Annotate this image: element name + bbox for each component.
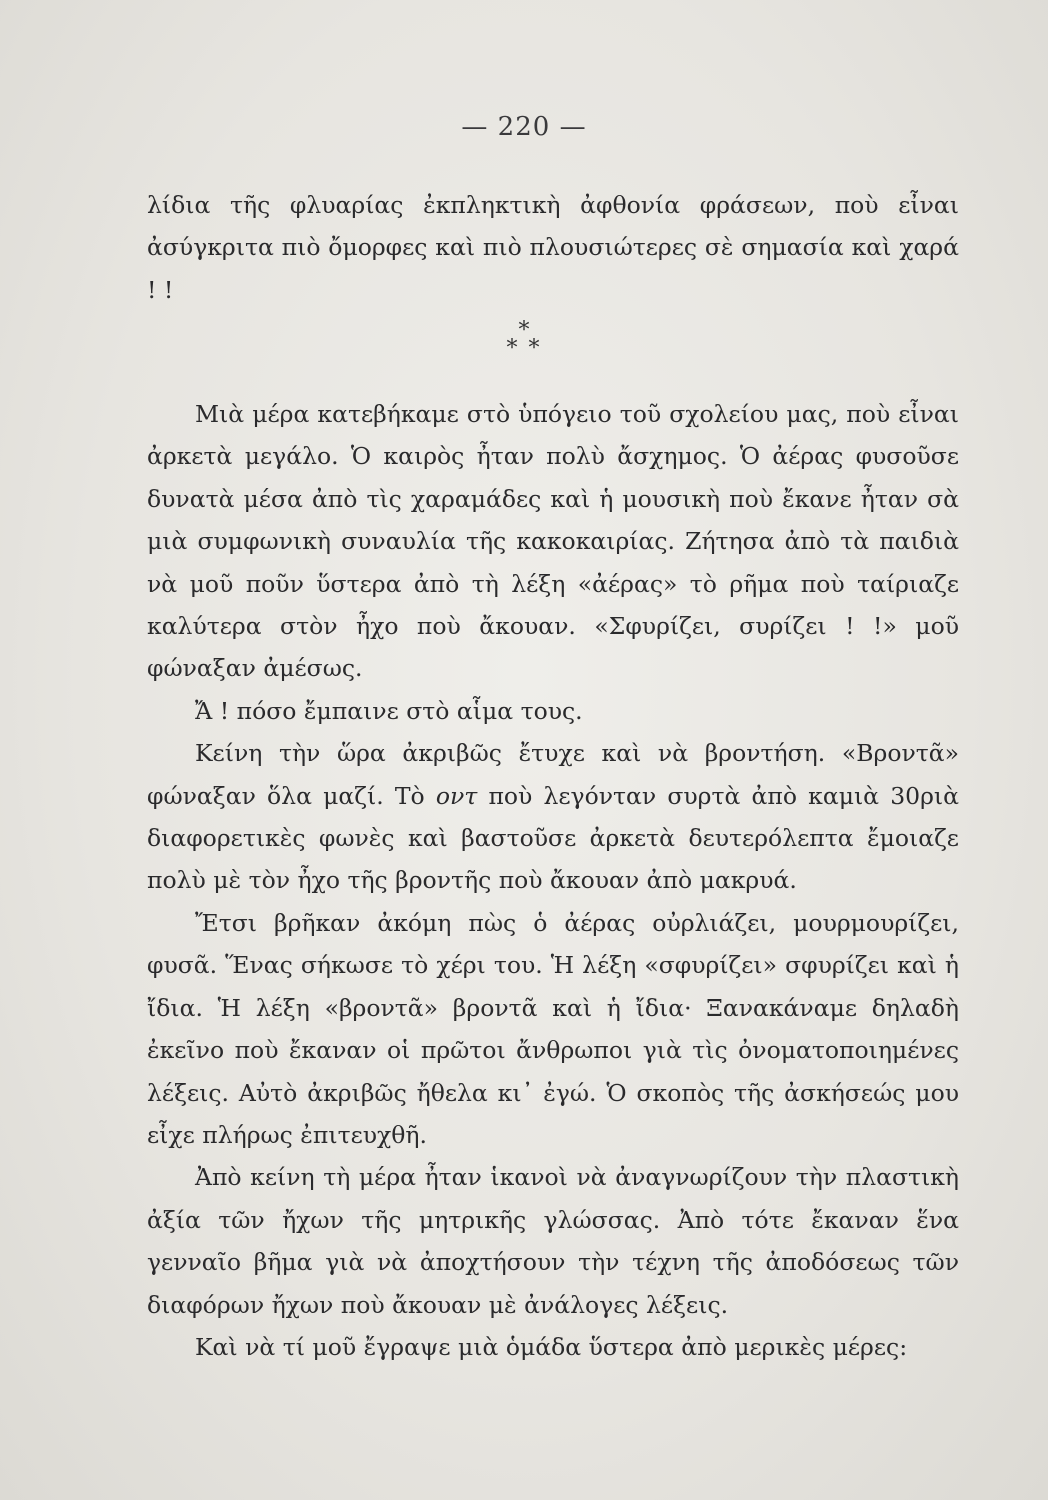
paragraph-2: Ἄ ! πόσο ἔμπαινε στὸ αἷμα τους. xyxy=(195,696,583,725)
section-separator xyxy=(0,318,1048,361)
opening-paragraph xyxy=(147,184,959,311)
separator-bottom-asterisks: * * xyxy=(506,336,542,361)
paragraph-3-italic: οντ xyxy=(435,781,478,810)
paragraph-3 xyxy=(147,732,959,902)
main-text xyxy=(147,393,959,1368)
paragraph-4: Ἔτσι βρῆκαν ἀκόμη πὼς ὁ ἀέρας οὐρλιάζει, μουρμουρίζει, φυσᾶ. Ἕνας σήκωσε τὸ χέρι του. Ἡ λέξη «σφυρίζει» σφυρίζει καὶ ἡ ἴδια. Ἡ λέξη «βροντᾶ» βροντᾶ καὶ ἡ ἴδια· Ξανακάναμε δηλαδὴ ἐκεῖνο ποὺ ἔκαναν οἱ πρῶτοι ἄνθρωποι γιὰ τὶς ὀνοματοποιημένες λέξεις. Αὐτὸ ἀκριβῶς ἤθελα κι᾿ ἐγώ. Ὁ σκοπὸς τῆς ἀσκήσεώς μου εἶχε πλήρως ἐπιτευχθῆ. xyxy=(147,908,959,1149)
opening-text: λίδια τῆς φλυαρίας ἐκπληκτικὴ ἀφθονία φράσεων, ποὺ εἶναι ἀσύγκριτα πιὸ ὄμορφες καὶ πιὸ πλουσιώτερες σὲ σημασία καὶ χαρά ! ! xyxy=(147,191,959,304)
paragraph-5: Ἀπὸ κείνη τὴ μέρα ἦταν ἱκανοὶ νὰ ἀναγνωρίζουν τὴν πλαστικὴ ἀξία τῶν ἤχων τῆς μητρικῆς γλώσσας. Ἀπὸ τότε ἔκαναν ἕνα γενναῖο βῆμα γιὰ νὰ ἀποχτήσουν τὴν τέχνη τῆς ἀποδόσεως τῶν διαφόρων ἤχων ποὺ ἄκουαν μὲ ἀνάλογες λέξεις. xyxy=(147,1163,959,1319)
paragraph-3-end: ποὺ λεγόνταν συρτὰ ἀπὸ καμιὰ 30ριὰ διαφορετικὲς φωνὲς καὶ βαστοῦσε ἀρκετὰ δευτερόλεπτα ἔμοιαζε πολὺ μὲ τὸν ἦχο τῆς βροντῆς ποὺ ἄκουαν ἀπὸ μακρυά. xyxy=(147,781,960,895)
paragraph-6: Καὶ νὰ τί μοῦ ἔγραψε μιὰ ὁμάδα ὕστερα ἀπὸ μερικὲς μέρες: xyxy=(195,1332,908,1361)
paragraph-3-start: Κείνη τὴν ὥρα ἀκριβῶς ἔτυχε καὶ νὰ βροντήση. «Βροντᾶ» φώναξαν ὅλα μαζί. Τὸ xyxy=(147,739,959,810)
paragraph-1: Μιὰ μέρα κατεβήκαμε στὸ ὑπόγειο τοῦ σχολείου μας, ποὺ εἶναι ἀρκετὰ μεγάλο. Ὁ καιρὸς ἦταν πολὺ ἄσχημος. Ὁ ἀέρας φυσοῦσε δυνατὰ μέσα ἀπὸ τὶς χαραμάδες καὶ ἡ μουσικὴ ποὺ ἔκανε ἦταν σὰ μιὰ συμφωνικὴ συναυλία τῆς κακοκαιρίας. Ζήτησα ἀπὸ τὰ παιδιὰ νὰ μοῦ ποῦν ὕστερα ἀπὸ τὴ λέξη «ἀέρας» τὸ ρῆμα ποὺ ταίριαζε καλύτερα στὸν ἦχο ποὺ ἄκουαν. «Σφυρίζει, συρίζει ! !» μοῦ φώναξαν ἀμέσως. xyxy=(147,400,959,683)
separator-top-asterisk: * xyxy=(518,318,530,343)
page-number: — 220 — xyxy=(461,112,587,142)
